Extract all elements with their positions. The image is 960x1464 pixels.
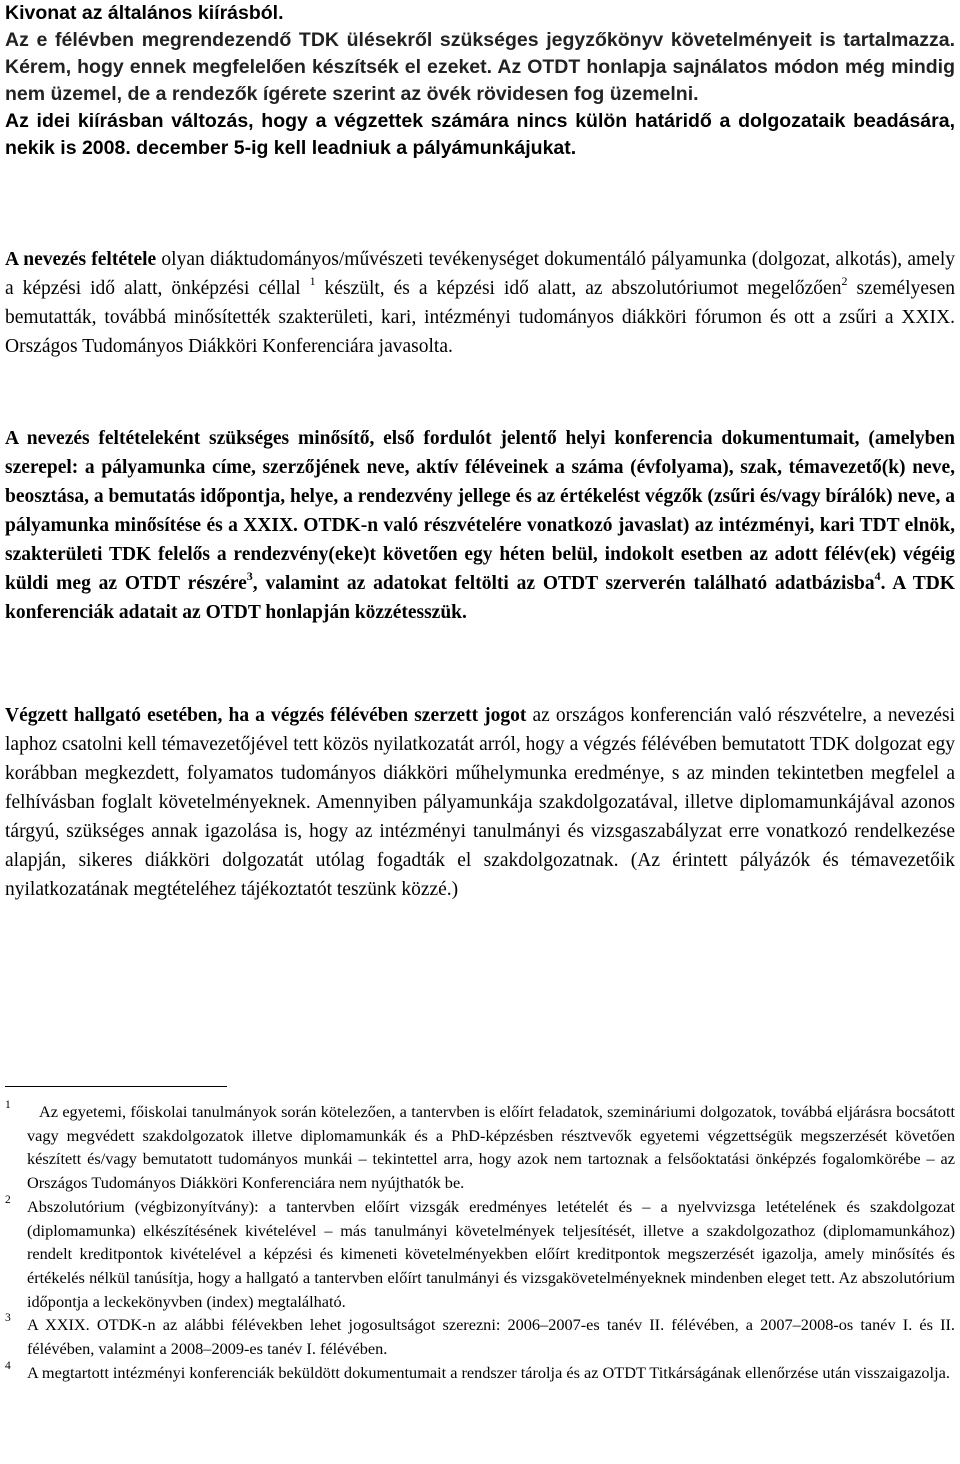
footnote-3 [5, 1313, 955, 1360]
intro-section [5, 0, 955, 162]
document-page [5, 0, 956, 1382]
paragraph-text: olyan diáktudományos/művészeti tevékenységet dokumentáló pályamunka (dolgozat, alkotás), amely a képzési idő alatt, önképzési céllal [5, 249, 956, 299]
footnote-4 [5, 1361, 955, 1385]
paragraph-text: készült, és a képzési idő alatt, az abszolutóriumot megelőzően [315, 278, 842, 299]
document-title: Kivonat az általános kiírásból. [5, 2, 284, 24]
footnotes-section [5, 1100, 955, 1384]
nomination-condition-lead: A nevezés feltétele [5, 249, 157, 270]
footnote-ref-3: 3 [246, 568, 253, 583]
footnote-number: 2 [5, 1193, 11, 1206]
footnote-ref-2: 2 [841, 273, 848, 288]
intro-notice: Az e félévben megrendezendő TDK ülésekről szükséges jegyzőkönyv követelményeit is tartalmazza. Kérem, hogy ennek megfelelően készítsék el ezeket. Az OTDT honlapja sajnálatos módon még mindig nem üzemel, de a rendezők ígérete szerint az övék rövidesen fog üzemelni. [5, 29, 955, 105]
paragraph-text: személyesen bemutatták, továbbá minősítették szakterületi, kari, intézményi tudományos diákköri fórumon és ott a zsűri a XXIX. Országos Tudományos Diákköri Konferenciára javasolta. [5, 278, 955, 357]
footnote-text: A XXIX. OTDK-n az alábbi félévekben lehet jogosultságot szerezni: 2006–2007-es tanév II. félévében, a 2007–2008-os tanév I. és II. félévében, valamint a 2008–2009-es tanév I. félévében. [27, 1315, 955, 1359]
footnote-text: A megtartott intézményi konferenciák beküldött dokumentumait a rendszer tárolja és az OTDT Titkárságának ellenőrzése után visszaigazolja. [27, 1362, 950, 1382]
footnote-ref-4: 4 [874, 568, 881, 583]
footnote-ref-1: 1 [309, 273, 316, 288]
footnote-2 [5, 1195, 955, 1314]
footnote-number: 3 [5, 1312, 11, 1325]
footnote-number: 4 [5, 1359, 11, 1372]
intro-change-note: Az idei kiírásban változás, hogy a végzettek számára nincs külön határidő a dolgozataik beadására, nekik is 2008. december 5-ig kell leadniuk a pályámunkájukat. [5, 110, 955, 159]
paragraph-text: az országos konferencián való részvételre, a nevezési laphoz csatolni kell témavezetőjével tett közös nyilatkozatát arról, hogy a végzés félévében bemutatott TDK dolgozat egy korábban megkezdett, folyamatos tudományos diákköri műhelymunka eredménye, s az minden tekintetben megfelel a felhívásban foglalt követelményeknek. Amennyiben pályamunkája szakdolgozatával, illetve diplomamunkájával azonos tárgyú, szükséges annak igazolása is, hogy az intézményi tanulmányi és vizsgaszabályzat erre vonatkozó rendelkezése alapján, sikeres diákköri dolgozatát utólag fogadták el szakdolgozatnak. (Az érintett pályázók és témavezetőik nyilatkozatának megtételéhez tájékoztatót teszünk közzé.) [5, 705, 956, 900]
paragraph-text: A nevezés feltételeként szükséges minősítő, első fordulót jelentő helyi konferencia dokumentumait, (amelyben szerepel: a pályamunka címe, szerzőjének neve, aktív féléveinek a száma (évfolyama), szak, témavezető(k) neve, beosztása, a bemutatás időpontja, helye, a rendezvény jellege és az értékelést végzők (zsűri és/vagy bírálók) neve, a pályamunka minősítése és a XXIX. OTDK-n való részvételére vonatkozó javaslat) az intézményi, kari TDT elnök, szakterületi TDK felelős a rendezvény(eke)t követően egy héten belül, indokolt esetben az adott félév(ek) végéig küldi meg az OTDT részére [5, 428, 955, 594]
paragraph-nomination-condition [5, 245, 955, 361]
footnote-text: Az egyetemi, főiskolai tanulmányok során kötelezően, a tantervben is előírt feladatok, szemináriumi dolgozatok, továbbá eljárásra bocsátott vagy megvédett szakdolgozatok illetve diplomamunkák és a PhD-képzésben résztvevők egyetemi végzettségük megszerzését követően készített és/vagy bemutatott tudományos munkái – tekintettel arra, hogy azok nem tartoznak a felsőoktatási önképzés fogalomkörébe – az Országos Tudományos Diákköri Konferenciára nem nyújthatók be. [27, 1102, 955, 1193]
graduated-students-lead: Végzett hallgató esetében, ha a végzés félévében szerzett jogot [5, 705, 527, 726]
paragraph-text: . A TDK konferenciák adatait az OTDT honlapján közzétesszük. [5, 573, 955, 623]
paragraph-required-documents [5, 424, 955, 627]
footnote-separator [5, 1086, 227, 1087]
footnote-number: 1 [5, 1099, 11, 1111]
footnote-text: Abszolutórium (végbizonyítvány): a tantervben előírt vizsgák eredményes letételét és – a nyelvvizsga letételének és szakdolgozat (diplomamunka) elkészítésének kivételével – más tanulmányi követelmények teljesítését, illetve a szakdolgozathoz (diplomamunkához) rendelt kreditpontok kivételével a képzési és kimeneti követelményekben előírt kreditpontok megszerzését igazolja, amely minősítés és értékelés nélkül tanúsítja, hogy a hallgató a tantervben előírt tanulmányi és vizsgakövetelményeknek mindenben eleget tett. Az abszolutórium időpontja a leckekönyvben (index) megtalálható. [27, 1196, 955, 1311]
paragraph-graduated-students [5, 701, 955, 904]
paragraph-text: , valamint az adatokat feltölti az OTDT szerverén található adatbázisba [252, 573, 875, 594]
footnote-1 [5, 1100, 955, 1195]
